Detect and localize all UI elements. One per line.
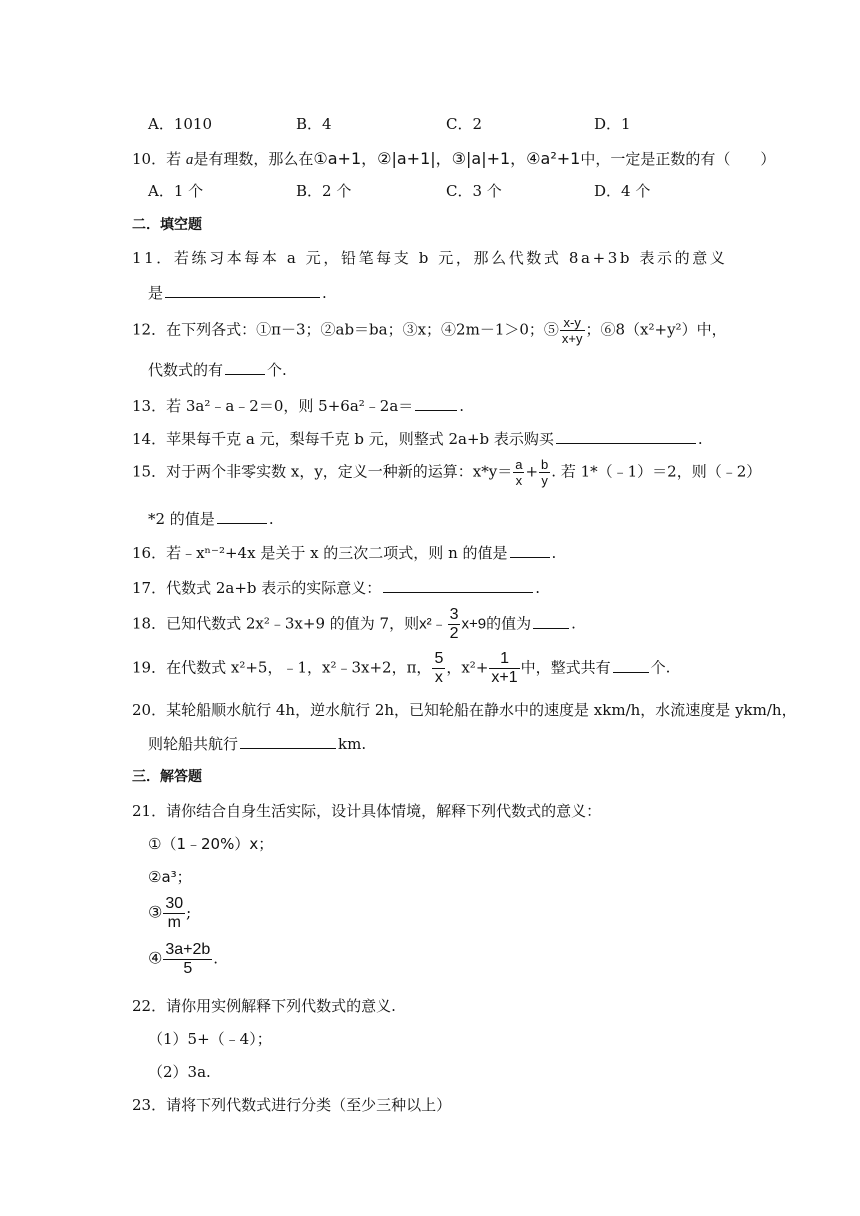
question-15-line2: *2 的值是 . — [148, 510, 274, 528]
q10-option-b: B．2 个 — [296, 182, 352, 200]
q9-option-d: D．1 — [594, 115, 631, 133]
q22-item-2: （2）3a. — [148, 1063, 211, 1081]
q10-option-c: C．3 个 — [446, 182, 502, 200]
answer-blank[interactable] — [165, 296, 320, 298]
q10-option-d: D．4 个 — [594, 182, 651, 200]
question-19: 19．在代数式 x²+5，﹣1，x²﹣3x+2，π， $\frac{5}{x}$ ，x²+ $\frac{1}{x+1}$ 中，整式共有 个. — [132, 650, 671, 686]
question-21: 21．请你结合自身生活实际，设计具体情境，解释下列代数式的意义： — [132, 802, 602, 820]
fraction: $\frac{1}{x+1}$ — [491, 650, 518, 686]
answer-blank[interactable] — [415, 409, 457, 411]
question-14: 14．苹果每千克 a 元，梨每千克 b 元，则整式 2a+b 表示购买 . — [132, 430, 703, 448]
question-20: 20．某轮船顺水航行 4h，逆水航行 2h，已知轮船在静水中的速度是 xkm/h，水流速度是 ykm/h， — [132, 701, 797, 719]
question-12-line2: 代数式的有 个. — [148, 361, 287, 379]
fraction: $\frac{b}{y}$ — [541, 457, 549, 488]
question-20-line2: 则轮船共航行 km. — [148, 735, 367, 753]
q9-option-b: B．4 — [296, 115, 332, 133]
fraction: $\frac{30}{m}$ — [165, 895, 184, 931]
question-13: 13．若 3a²﹣a﹣2＝0，则 5+6a²﹣2a＝ . — [132, 397, 465, 415]
question-15: 15．对于两个非零实数 x，y，定义一种新的运算：x*y＝ $\frac{a}{x}$ + $\frac{b}{y}$ . 若 1*（﹣1）＝2，则（﹣2） — [132, 457, 762, 488]
section-heading-answer: 三．解答题 — [132, 769, 202, 785]
question-16: 16．若﹣xⁿ⁻²+4x 是关于 x 的三次二项式，则 n 的值是 . — [132, 544, 557, 562]
fraction: $\frac{3a+2b}{5}$ — [165, 941, 211, 977]
q9-option-a: A．1010 — [148, 115, 213, 133]
question-10: 10．若 a是有理数，那么在①a+1，②|a+1|，③|a|+1，④a²+1中，一定是正数的有（ ） — [132, 149, 776, 168]
q9-option-c: C．2 — [446, 115, 483, 133]
fraction: $\frac{3}{2}$ — [449, 606, 459, 642]
q21-item-2: ②a³； — [148, 868, 192, 886]
question-17: 17．代数式 2a+b 表示的实际意义： . — [132, 579, 541, 597]
answer-blank[interactable] — [240, 747, 336, 749]
answer-blank[interactable] — [383, 591, 533, 593]
q21-item-3: ③ $\frac{30}{m}$ ; — [148, 895, 192, 931]
question-11-line2: 是 . — [148, 284, 327, 302]
question-18: 18．已知代数式 2x²﹣3x+9 的值为 7，则x²﹣ $\frac{3}{2}$ x+9的值为 . — [132, 606, 576, 642]
q22-item-1: （1）5+（﹣4）； — [148, 1030, 272, 1048]
answer-blank[interactable] — [533, 627, 569, 629]
section-heading-fill-in: 二．填空题 — [132, 217, 202, 233]
answer-blank[interactable] — [217, 522, 267, 524]
answer-blank[interactable] — [613, 671, 649, 673]
answer-blank[interactable] — [556, 442, 696, 444]
question-22: 22．请你用实例解释下列代数式的意义. — [132, 997, 396, 1015]
question-23: 23．请将下列代数式进行分类（至少三种以上） — [132, 1096, 452, 1114]
q21-item-4: ④ $\frac{3a+2b}{5}$ . — [148, 941, 219, 977]
answer-blank[interactable] — [510, 556, 550, 558]
question-12: 12．在下列各式：①π－3；②ab＝ba；③x；④2m－1＞0；⑤ $\frac{x-y}{x+y}$ ；⑥8（x²+y²）中， — [132, 315, 727, 346]
fraction: $\frac{5}{x}$ — [434, 650, 444, 686]
fraction: $\frac{x-y}{x+y}$ — [561, 315, 583, 346]
q21-item-1: ①（1﹣20%）x； — [148, 835, 274, 853]
question-11: 11．若练习本每本 a 元，铅笔每支 b 元，那么代数式 8a+3b 表示的意义 — [132, 249, 728, 267]
answer-blank[interactable] — [225, 373, 265, 375]
fraction: $\frac{a}{x}$ — [515, 457, 523, 488]
question-number: 10． — [132, 150, 167, 168]
q10-option-a: A．1 个 — [148, 182, 204, 200]
